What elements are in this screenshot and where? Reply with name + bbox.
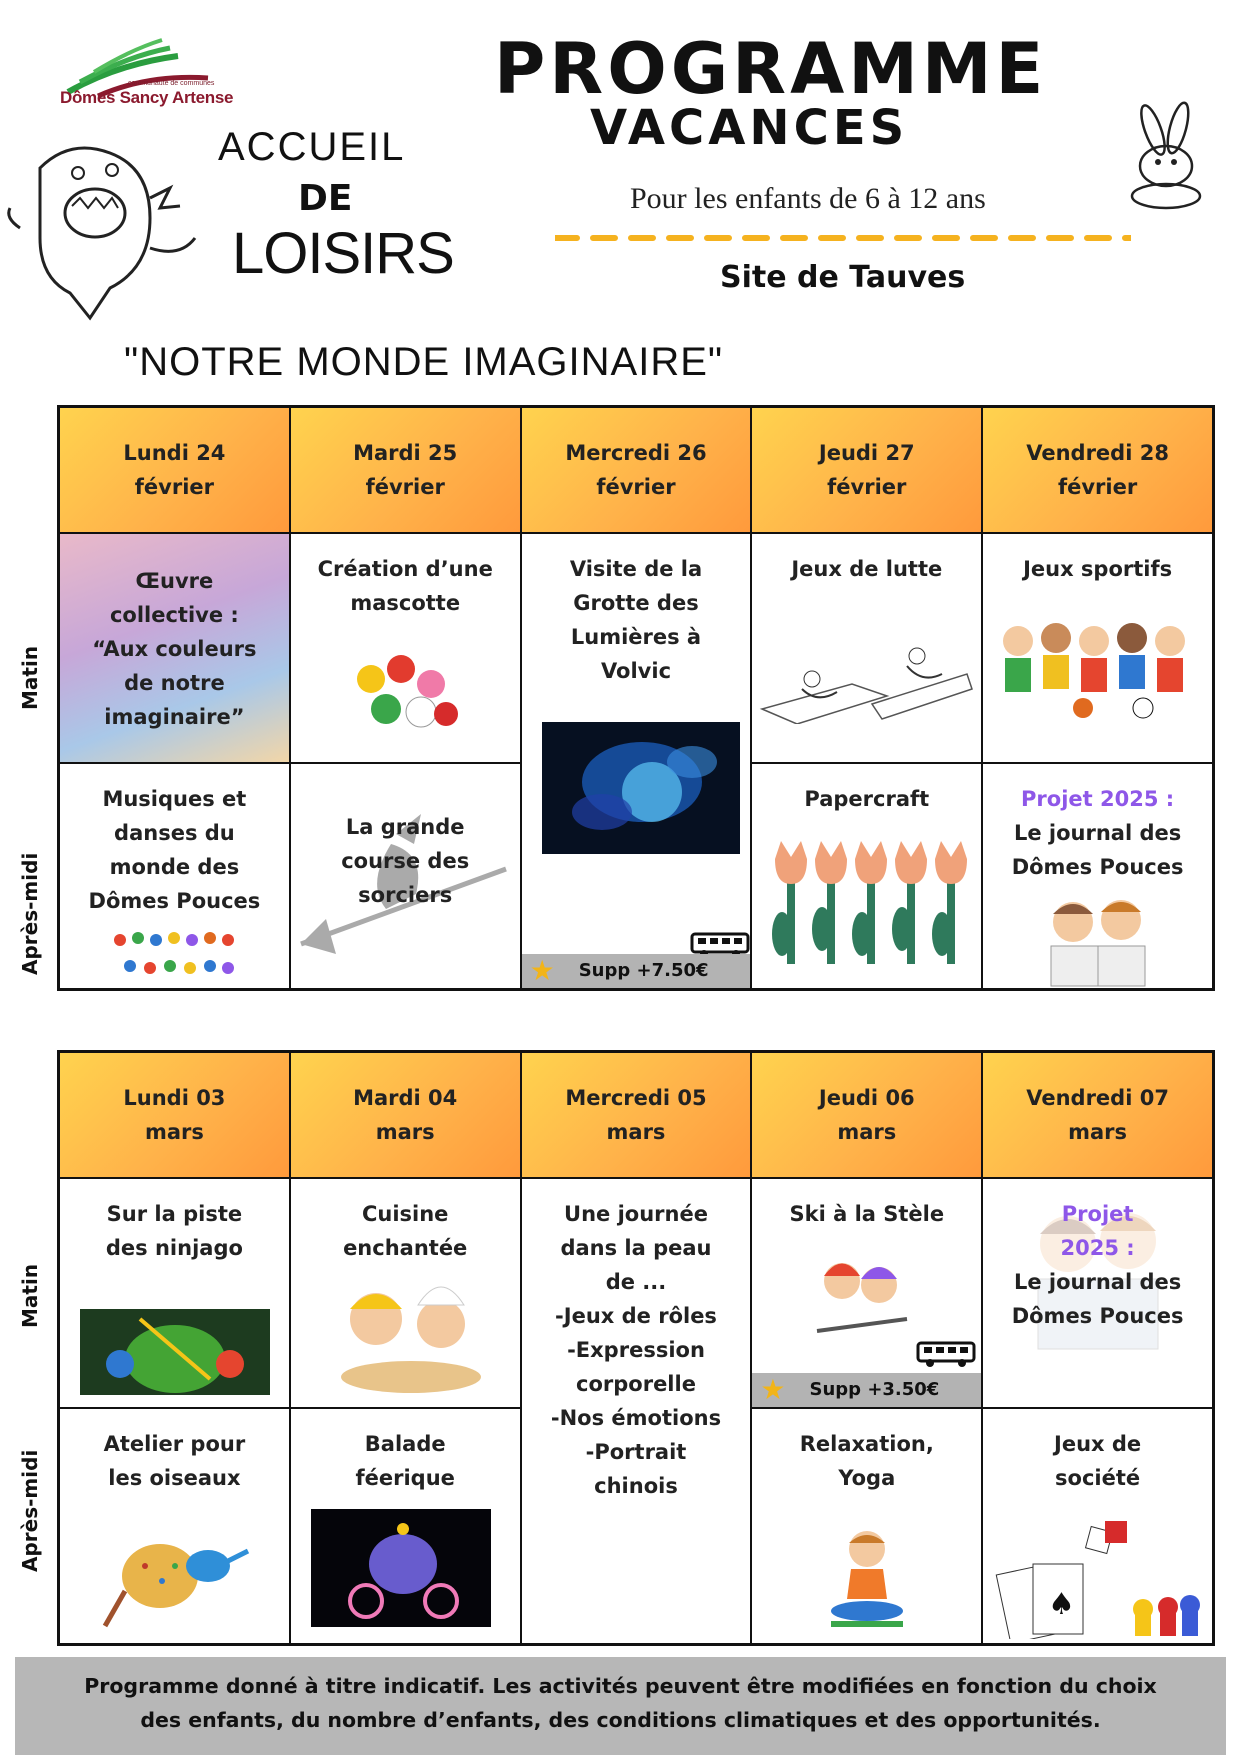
- day-header: Vendredi 28 février: [982, 407, 1213, 533]
- de-title: DE: [298, 178, 353, 219]
- light-carriage-picture: [311, 1509, 491, 1627]
- activity-cell: Cuisine enchantée: [290, 1178, 521, 1408]
- activity-cell: Visite de la Grotte des Lumières à Volvic ★ Supp +7.50€: [521, 533, 752, 989]
- programme-title: PROGRAMME: [494, 28, 1048, 110]
- bunny-drawing-icon: [1108, 100, 1228, 210]
- disclaimer-footer: Programme donné à titre indicatif. Les activités peuvent être modifiées en fonction du choix des enfants, du nombre d’enfants, des conditions climatiques et des opportunités.: [15, 1657, 1226, 1755]
- day-header: Mercredi 26 février: [521, 407, 752, 533]
- activity-cell: Une journée dans la peau de ... -Jeux de rôles -Expression corporelle -Nos émotions -Portrait chinois: [521, 1178, 752, 1644]
- day-header: Mardi 04 mars: [290, 1052, 521, 1178]
- kids-reading-newspaper: [1043, 894, 1153, 989]
- vacances-title: VACANCES: [590, 100, 909, 156]
- activity-cell: Création d’une mascotte: [290, 533, 521, 763]
- illuminated-cave-picture: [542, 722, 740, 854]
- activity-cell: Œuvre collective : “Aux couleurs de notre imaginaire”: [59, 533, 290, 763]
- activity-cell: Projet 2025 : Le journal des Dômes Pouces: [982, 1178, 1213, 1408]
- activity-cell: Sur la piste des ninjago: [59, 1178, 290, 1408]
- loisirs-title: LOISIRS: [232, 221, 454, 286]
- kids-cooking-picture: [326, 1269, 491, 1399]
- week1-schedule-table: [57, 405, 1215, 991]
- star-icon: ★: [529, 954, 555, 987]
- site-text: Site de Tauves: [720, 260, 966, 295]
- logo-name: Dômes Sancy Artense: [60, 88, 234, 107]
- supplement-badge: ★ Supp +3.50€: [752, 1373, 981, 1407]
- activity-cell: Jeux de société ♠: [982, 1408, 1213, 1644]
- age-range-text: Pour les enfants de 6 à 12 ans: [630, 182, 986, 215]
- svg-text:♠: ♠: [1048, 1587, 1076, 1622]
- activity-cell: Relaxation, Yoga: [751, 1408, 982, 1644]
- day-header: Mercredi 05 mars: [521, 1052, 752, 1178]
- board-games-picture: [993, 1519, 1203, 1639]
- day-header: Mardi 25 février: [290, 407, 521, 533]
- dinosaur-drawing-icon: [0, 128, 200, 328]
- yoga-kid-picture: [827, 1527, 907, 1627]
- accueil-title: ACCUEIL: [218, 125, 406, 169]
- day-header: Jeudi 27 février: [751, 407, 982, 533]
- activity-cell: Jeux de lutte: [751, 533, 982, 763]
- activity-cell: Projet 2025 : Le journal des Dômes Pouces: [982, 763, 1213, 989]
- activity-cell: Balade féerique: [290, 1408, 521, 1644]
- day-header: Lundi 03 mars: [59, 1052, 290, 1178]
- ninjago-picture: [80, 1309, 270, 1395]
- activity-cell: Musiques et danses du monde des Dômes Pouces: [59, 763, 290, 989]
- day-header: Vendredi 07 mars: [982, 1052, 1213, 1178]
- activity-cell: La grande course des sorciers: [290, 763, 521, 989]
- dashed-divider-icon: [555, 234, 1131, 242]
- activity-cell: Ski à la Stèle ★ Supp +3.50€: [751, 1178, 982, 1408]
- supplement-badge: ★ Supp +7.50€: [522, 954, 751, 988]
- row-label-afternoon-week1: Après-midi: [18, 852, 42, 975]
- day-header: Jeudi 06 mars: [751, 1052, 982, 1178]
- paper-tulips-picture: [767, 839, 967, 969]
- theme-title: "NOTRE MONDE IMAGINAIRE": [124, 340, 724, 384]
- activity-cell: Atelier pour les oiseaux: [59, 1408, 290, 1644]
- sports-kids-picture: [993, 616, 1203, 721]
- birds-picture: [100, 1521, 250, 1631]
- activity-cell: Papercraft: [751, 763, 982, 989]
- week2-schedule-table: [57, 1050, 1215, 1646]
- row-label-morning-week2: Matin: [18, 1263, 42, 1328]
- dancing-kids-picture: [110, 926, 240, 988]
- activity-cell: Jeux sportifs: [982, 533, 1213, 763]
- bus-icon: [916, 1339, 978, 1369]
- row-label-afternoon-week2: Après-midi: [18, 1449, 42, 1572]
- day-header: Lundi 24 février: [59, 407, 290, 533]
- logo-subtitle: communauté de communes: [128, 80, 215, 87]
- kids-skiing-picture: [807, 1251, 917, 1341]
- mascots-picture: [346, 644, 466, 734]
- wrestling-kids-drawing: [757, 634, 977, 724]
- row-label-morning-week1: Matin: [18, 645, 42, 710]
- star-icon: ★: [760, 1373, 786, 1406]
